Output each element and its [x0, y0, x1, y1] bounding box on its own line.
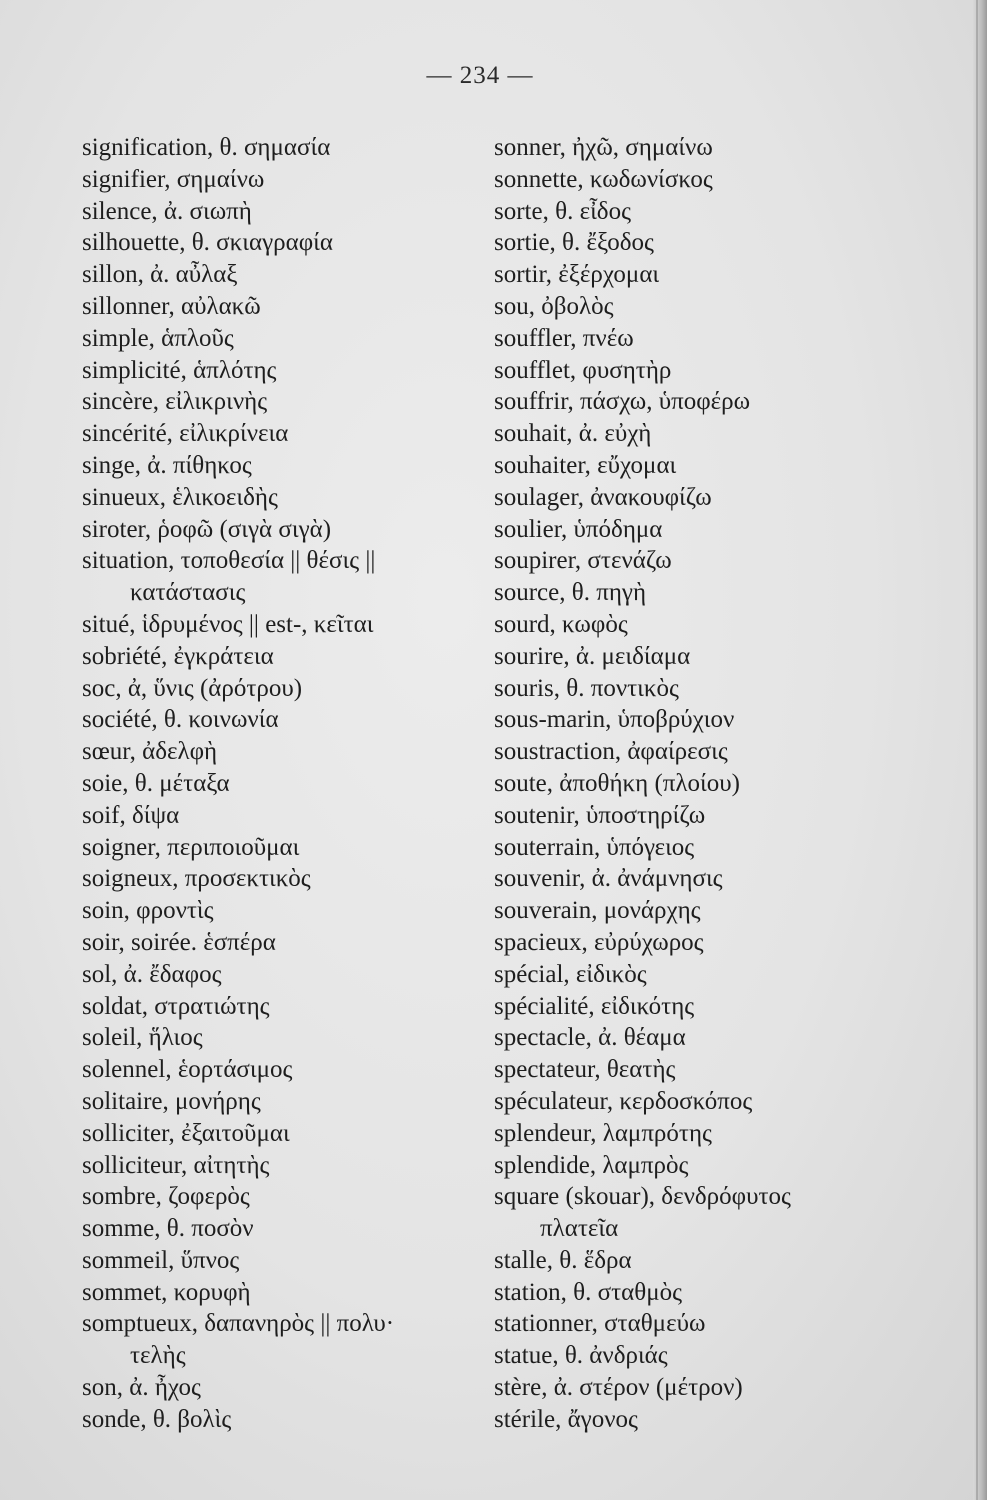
entry: souffrir, πάσχω, ὑποφέρω [494, 388, 751, 416]
right-column [494, 132, 894, 1436]
entry: souris, θ. ποντικὸς [494, 674, 679, 702]
entry: signification, θ. σημασία [82, 134, 331, 161]
entry: soutenir, ὑποστηρίζω [494, 801, 706, 829]
entry: souterrain, ὑπόγειος [494, 833, 695, 861]
entry: stérile, ἄγονος [494, 1405, 638, 1433]
entry: sœur, ἀδελφὴ [82, 738, 218, 766]
entry: sommet, κορυφὴ [82, 1278, 251, 1306]
entry: sobriété, ἐγκράτεια [82, 642, 274, 670]
entry: sou, ὀβολὸς [494, 292, 614, 320]
entry: siroter, ῥοφῶ (σιγὰ σιγὰ) [82, 515, 332, 543]
entry: stalle, θ. ἕδρα [494, 1246, 632, 1274]
entry: stère, ἀ. στέρον (μέτρον) [494, 1374, 743, 1402]
entry: spacieux, εὐρύχωρος [494, 928, 704, 956]
entry: spectateur, θεατὴς [494, 1056, 676, 1084]
entry: soute, ἀποθήκη (πλοίου) [494, 769, 740, 797]
entry: sortir, ἐξέρχομαι [494, 261, 660, 289]
entry: soulier, ὑπόδημα [494, 515, 663, 543]
entry: sol, ἀ. ἔδαφος [82, 960, 222, 988]
entry: soulager, ἀνακουφίζω [494, 483, 712, 511]
entry: spécialité, εἰδικότης [494, 992, 695, 1020]
entry: simple, ἁπλοῦς [82, 324, 234, 352]
entry: sonde, θ. βολὶς [82, 1405, 232, 1433]
entry: statue, θ. ἀνδριάς [494, 1342, 668, 1370]
entry: sonnette, κωδωνίσκος [494, 165, 713, 193]
entry: situé, ἱδρυμένος || est-, κεῖται [82, 610, 374, 638]
entry: solliciteur, αἰτητὴς [82, 1151, 270, 1179]
entry: sillon, ἀ. αὖλαξ [82, 261, 238, 289]
entry: silhouette, θ. σκιαγραφία [82, 229, 333, 257]
entry: situation, τοποθεσία || θέσις || [82, 547, 376, 575]
entry: soigner, περιποιοῦμαι [82, 833, 300, 861]
entry: solliciter, ἐξαιτοῦμαι [82, 1119, 290, 1147]
entry: sillonner, αὐλακῶ [82, 292, 261, 320]
entry: sorte, θ. εἶδος [494, 197, 631, 225]
entry: sincère, εἰλικρινὴς [82, 388, 268, 416]
page-number: — 234 — [426, 62, 534, 89]
entry: spéculateur, κερδοσκόπος [494, 1087, 753, 1115]
page-edge [973, 0, 987, 1500]
entry: square (skouar), δενδρόφυτος [494, 1183, 791, 1211]
entry: simplicité, ἁπλότης [82, 356, 277, 384]
entry: soldat, στρατιώτης [82, 992, 270, 1020]
entry: sinueux, ἑλικοειδὴς [82, 483, 278, 511]
entry: soin, φροντὶς [82, 897, 214, 925]
entry-continuation: τελὴς [130, 1342, 186, 1370]
entry: souhait, ἀ. εὐχὴ [494, 420, 652, 448]
entry: spécial, εἰδικὸς [494, 960, 647, 988]
entry: sous-marin, ὑποβρύχιον [494, 706, 735, 734]
entry: sincérité, εἰλικρίνεια [82, 420, 289, 448]
entry: soc, ἀ, ὕνις (ἀρότρου) [82, 674, 303, 702]
entry: souhaiter, εὔχομαι [494, 451, 677, 479]
left-column [82, 132, 472, 1436]
entry: splendeur, λαμπρότης [494, 1119, 712, 1147]
entry: solennel, ἑορτάσιμος [82, 1056, 293, 1084]
entry: souvenir, ἀ. ἀνάμνησις [494, 865, 723, 893]
entry: souverain, μονάρχης [494, 897, 701, 925]
entry: sonner, ἠχῶ, σημαίνω [494, 134, 713, 161]
entry: singe, ἀ. πίθηκος [82, 451, 252, 479]
entry: somme, θ. ποσὸν [82, 1215, 254, 1243]
entry: soigneux, προσεκτικὸς [82, 865, 311, 893]
entry: soufflet, φυσητὴρ [494, 356, 672, 384]
entry: source, θ. πηγὴ [494, 579, 647, 607]
entry: sortie, θ. ἔξοδος [494, 229, 654, 257]
entry: sombre, ζοφερὸς [82, 1183, 250, 1211]
entry: sourire, ἀ. μειδίαμα [494, 642, 691, 670]
entry: soif, δίψα [82, 801, 180, 829]
entry: solitaire, μονήρης [82, 1087, 261, 1115]
entry: silence, ἀ. σιωπὴ [82, 197, 252, 225]
entry: somptueux, δαπανηρὸς || πολυ· [82, 1310, 395, 1338]
entry: station, θ. σταθμὸς [494, 1278, 683, 1306]
entry: société, θ. κοινωνία [82, 706, 279, 734]
entry: sommeil, ὕπνος [82, 1246, 240, 1274]
entry-continuation: πλατεῖα [540, 1215, 619, 1243]
entry: souffler, πνέω [494, 324, 634, 352]
entry: splendide, λαμπρὸς [494, 1151, 689, 1179]
entry: soustraction, ἀφαίρεσις [494, 738, 728, 766]
entry: stationner, σταθμεύω [494, 1310, 706, 1338]
entry: soupirer, στενάζω [494, 547, 672, 575]
entry: son, ἀ. ἦχος [82, 1374, 201, 1402]
entry: soleil, ἥλιος [82, 1024, 203, 1052]
entry: soir, soirée. ἑσπέρα [82, 928, 276, 956]
entry-continuation: κατάστασις [130, 579, 246, 607]
entry: spectacle, ἀ. θέαμα [494, 1024, 686, 1052]
entry: soie, θ. μέταξα [82, 769, 230, 797]
entry: sourd, κωφὸς [494, 610, 628, 638]
entry: signifier, σημαίνω [82, 165, 265, 193]
